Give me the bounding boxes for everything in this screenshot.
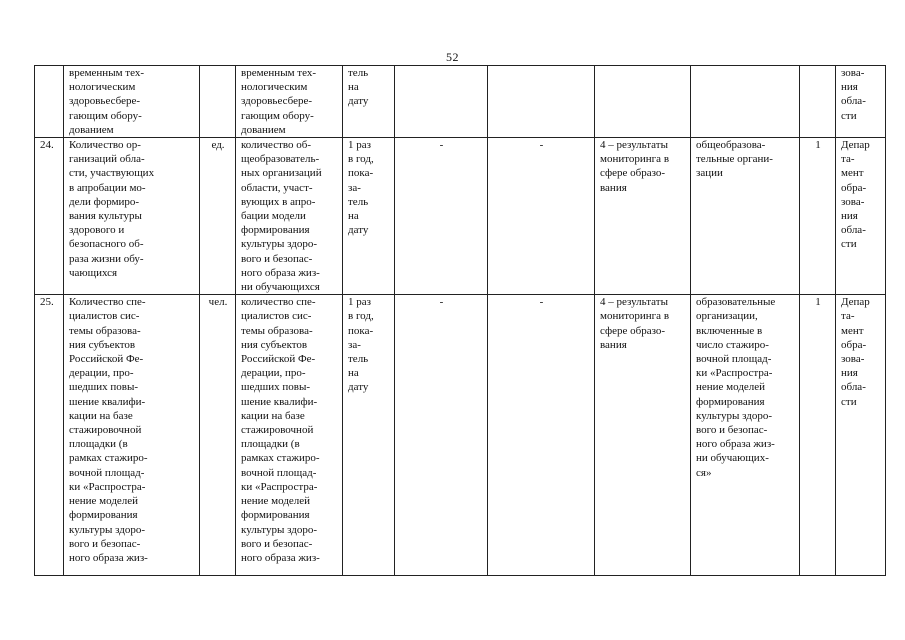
table-row (35, 66, 886, 138)
responsible-cell: Депар та- мент обра- зова- ния обла- сти (836, 138, 886, 295)
table-row (35, 138, 886, 295)
value-b-cell: - (488, 295, 595, 576)
row-number-cell: 25. (35, 295, 64, 576)
row-number-cell (35, 66, 64, 138)
level-cell (800, 66, 836, 138)
responsible-cell: зова- ния обла- сти (836, 66, 886, 138)
indicator-name-cell: Количество ор- ганизаций обла- сти, участвующих в апробации мо- дели формиро- вания культуры здорового и безопасного об- раза жизни обу- чающихся (64, 138, 200, 295)
calculation-method-cell: временным тех- нологическим здоровьесбере- гающим обору- дованием (236, 66, 343, 138)
value-b-cell (488, 66, 595, 138)
calculation-method-cell: количество спе- циалистов сис- темы образова- ния субъектов Российской Фе- дерации, про- шедших повы- шение квалифи- кации на базе стажировочной площадки (в рамках стажиро- вочной площад- ки «Распростра- нение моделей формирования культуры здоро- вого и безопас- ного образа жиз- (236, 295, 343, 576)
row-number-cell: 24. (35, 138, 64, 295)
data-source-cell (595, 66, 691, 138)
periodicity-cell: 1 раз в год, пока- за- тель на дату (343, 295, 395, 576)
level-cell: 1 (800, 295, 836, 576)
indicator-name-cell: Количество спе- циалистов сис- темы образова- ния субъектов Российской Фе- дерации, про- шедших повы- шение квалифи- кации на базе стажировочной площадки (в рамках стажиро- вочной площад- ки «Распростра- нение моделей формирования культуры здоро- вого и безопас- ного образа жиз- (64, 295, 200, 576)
responsible-cell: Депар та- мент обра- зова- ния обла- сти (836, 295, 886, 576)
indicators-table (34, 65, 886, 576)
table-row (35, 295, 886, 576)
periodicity-cell: 1 раз в год, пока- за- тель на дату (343, 138, 395, 295)
level-cell: 1 (800, 138, 836, 295)
observation-object-cell: общеобразова- тельные органи- зации (691, 138, 800, 295)
page-number: 52 (446, 50, 459, 64)
observation-object-cell (691, 66, 800, 138)
unit-cell (200, 66, 236, 138)
value-b-cell: - (488, 138, 595, 295)
value-a-cell: - (395, 138, 488, 295)
value-a-cell (395, 66, 488, 138)
periodicity-cell: тель на дату (343, 66, 395, 138)
unit-cell: чел. (200, 295, 236, 576)
data-source-cell: 4 – результаты мониторинга в сфере образо- вания (595, 295, 691, 576)
data-source-cell: 4 – результаты мониторинга в сфере образо- вания (595, 138, 691, 295)
value-a-cell: - (395, 295, 488, 576)
indicator-name-cell: временным тех- нологическим здоровьесбере- гающим обору- дованием (64, 66, 200, 138)
calculation-method-cell: количество об- щеобразователь- ных организаций области, участ- вующих в апро- бации модели формирования культуры здоро- вого и безопас- ного образа жиз- ни обучающихся (236, 138, 343, 295)
unit-cell: ед. (200, 138, 236, 295)
observation-object-cell: образовательные организации, включенные в число стажиро- вочной площад- ки «Распростра- нение моделей формирования культуры здоро- вого и безопас- ного образа жиз- ни обучающих- ся» (691, 295, 800, 576)
